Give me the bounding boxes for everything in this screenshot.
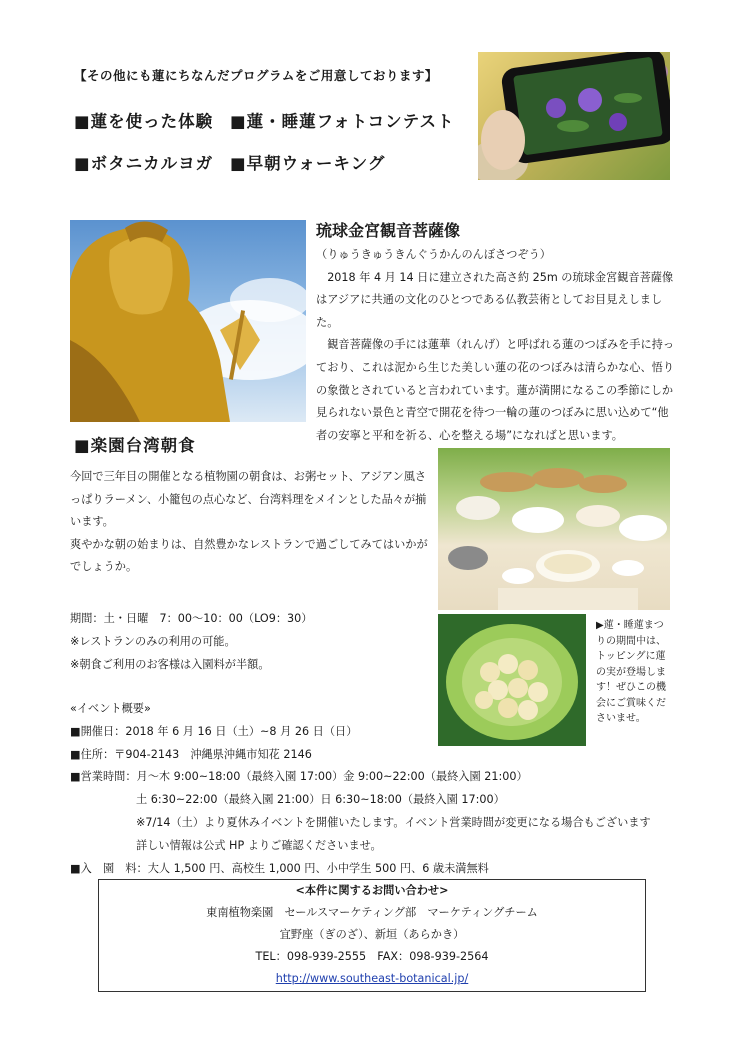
event-hours-note: ※7/14（土）より夏休みイベントを開催いたします。イベント営業時間が変更になる場合もございます [136,815,651,829]
event-hours-weekday: ■営業時間：月～木 9:00~18:00（最終入園 17:00）金 9:00~22:00（最終入園 21:00） [70,770,528,784]
taiwan-breakfast-photo [438,448,670,610]
contact-website-link[interactable]: http://www.southeast-botanical.jp/ [275,972,469,985]
program-lotus-experience: ■蓮を使った体験 [74,112,214,131]
event-hours-info: 詳しい情報は公式 HP よりご確認くださいませ。 [136,838,382,852]
buddha-description [316,244,676,447]
lotus-seed-caption: ▶蓮・睡蓮まつりの期間中は、トッピングに蓮の実が登場します！ぜひこの機会にご賞味くださいませ。 [596,620,666,724]
contact-box [98,879,646,992]
breakfast-note-discount: ※朝食ご利用のお客様は入園料が半額。 [70,657,270,671]
contact-people: 宜野座（ぎのざ）、新垣（あらかき） [279,928,465,941]
buddha-title: 琉球金宮観音菩薩像 [316,221,461,240]
smartphone-lotus-photo [478,52,670,180]
event-hours-weekend: 土 6:30~22:00（最終入園 21:00）日 6:30~18:00（最終入園 17:00） [136,793,505,807]
breakfast-note-restaurant: ※レストランのみの利用の可能。 [70,634,236,648]
event-address: ■住所：〒904-2143 沖縄県沖縄市知花 2146 [70,747,312,761]
program-botanical-yoga: ■ボタニカルヨガ [74,154,214,173]
breakfast-paragraph-2: 爽やかな朝の始まりは、自然豊かなレストランで過ごしてみてはいかがでしょうか。 [70,537,428,574]
event-date: ■開催日：2018 年 6 月 16 日（土）~8 月 26 日（日） [70,724,358,738]
program-morning-walking: ■早朝ウォーキング [230,154,386,173]
contact-organization: 東南植物楽園 セールスマーケティング部 マーケティングチーム [206,906,538,919]
contact-title: <本件に関するお問い合わせ> [295,884,449,897]
event-fee: ■入 園 料：大人 1,500 円、高校生 1,000 円、小中学生 500 円、6 歳未満無料 [70,861,489,875]
program-photo-contest: ■蓮・睡蓮フォトコンテスト [230,112,455,131]
buddha-paragraph-2: 観音菩薩像の手には蓮華（れんげ）と呼ばれる蓮のつぼみを手に持っており、これは泥から生じた美しい蓮の花のつぼみは清らかな心、悟りの象徴とされていると言われています。蓮が満開になるこの季節にしか見られない景色と青空で開花を待つ一輪の蓮のつぼみに思い込めて“他者の安寧と平和を祈る、心を整える場”になればと思います。 [316,338,675,442]
breakfast-hours [70,608,430,676]
contact-phone-fax: TEL：098-939-2555 FAX：098-939-2564 [255,950,489,963]
event-overview [70,698,690,880]
breakfast-period: 期間：土・日曜 7：00～10：00（LO9：30） [70,612,313,625]
event-heading: «イベント概要» [70,702,151,715]
breakfast-title: ■楽園台湾朝食 [74,436,196,455]
buddha-reading: （りゅうきゅうきんぐうかんのんぼさつぞう） [316,248,551,261]
breakfast-description [70,466,430,579]
buddha-paragraph-1: 2018 年 4 月 14 日に建立された高さ約 25m の琉球金宮観音菩薩像はアジアに共通の文化のひとつである仏教芸術としてお目見えしました。 [316,270,674,329]
breakfast-paragraph-1: 今回で三年目の開催となる植物園の朝食は、お粥セット、アジアン風さっぱりラーメン、小籠包の点心など、台湾料理をメインとした品々が揃います。 [70,470,427,529]
intro-heading: 【その他にも蓮にちなんだプログラムをご用意しております】 [74,68,438,83]
golden-buddha-statue-photo [70,220,306,422]
